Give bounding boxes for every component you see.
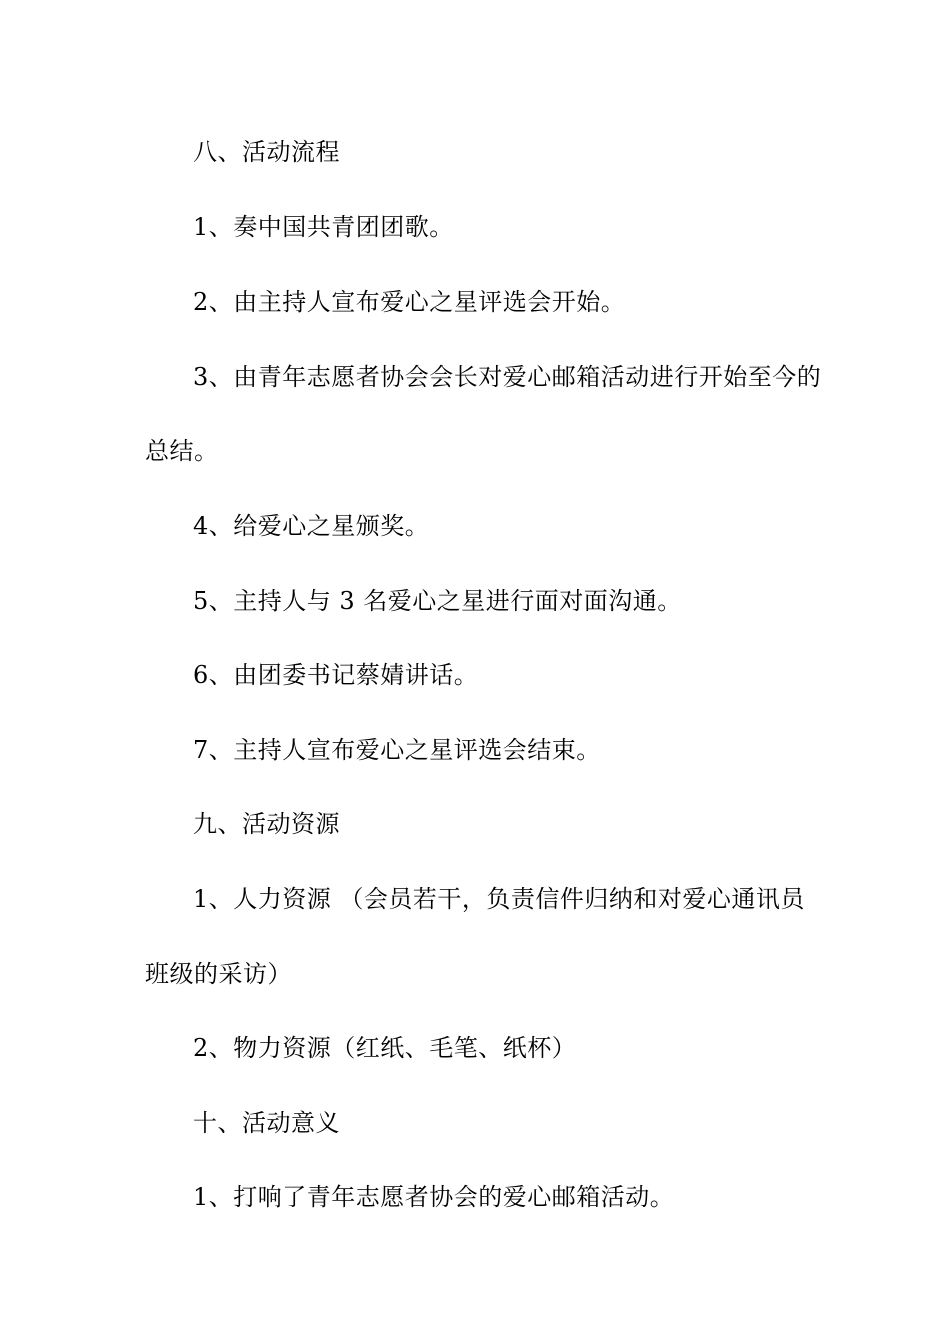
list-item: 1、打响了青年志愿者协会的爱心邮箱活动。 [193,1183,675,1211]
list-item: 1、奏中国共青团团歌。 [193,213,454,241]
list-item: 6、由团委书记蔡婧讲话。 [193,661,479,689]
list-item: 3、由青年志愿者协会会长对爱心邮箱活动进行开始至今的 [193,363,822,391]
list-item: 2、物力资源（红纸、毛笔、纸杯） [193,1034,577,1062]
list-item-continuation: 班级的采访） [145,960,292,988]
list-item: 7、主持人宣布爱心之星评选会结束。 [193,736,601,764]
list-item: 4、给爱心之星颁奖。 [193,512,430,540]
list-item: 1、人力资源 （会员若干，负责信件归纳和对爱心通讯员 [193,885,805,913]
list-item: 2、由主持人宣布爱心之星评选会开始。 [193,288,626,316]
section-heading-activity-resources: 九、活动资源 [193,810,340,838]
list-item-continuation: 总结。 [145,437,219,465]
list-item: 5、主持人与 3 名爱心之星进行面对面沟通。 [193,587,682,615]
section-heading-activity-process: 八、活动流程 [193,138,340,166]
section-heading-activity-significance: 十、活动意义 [193,1109,340,1137]
